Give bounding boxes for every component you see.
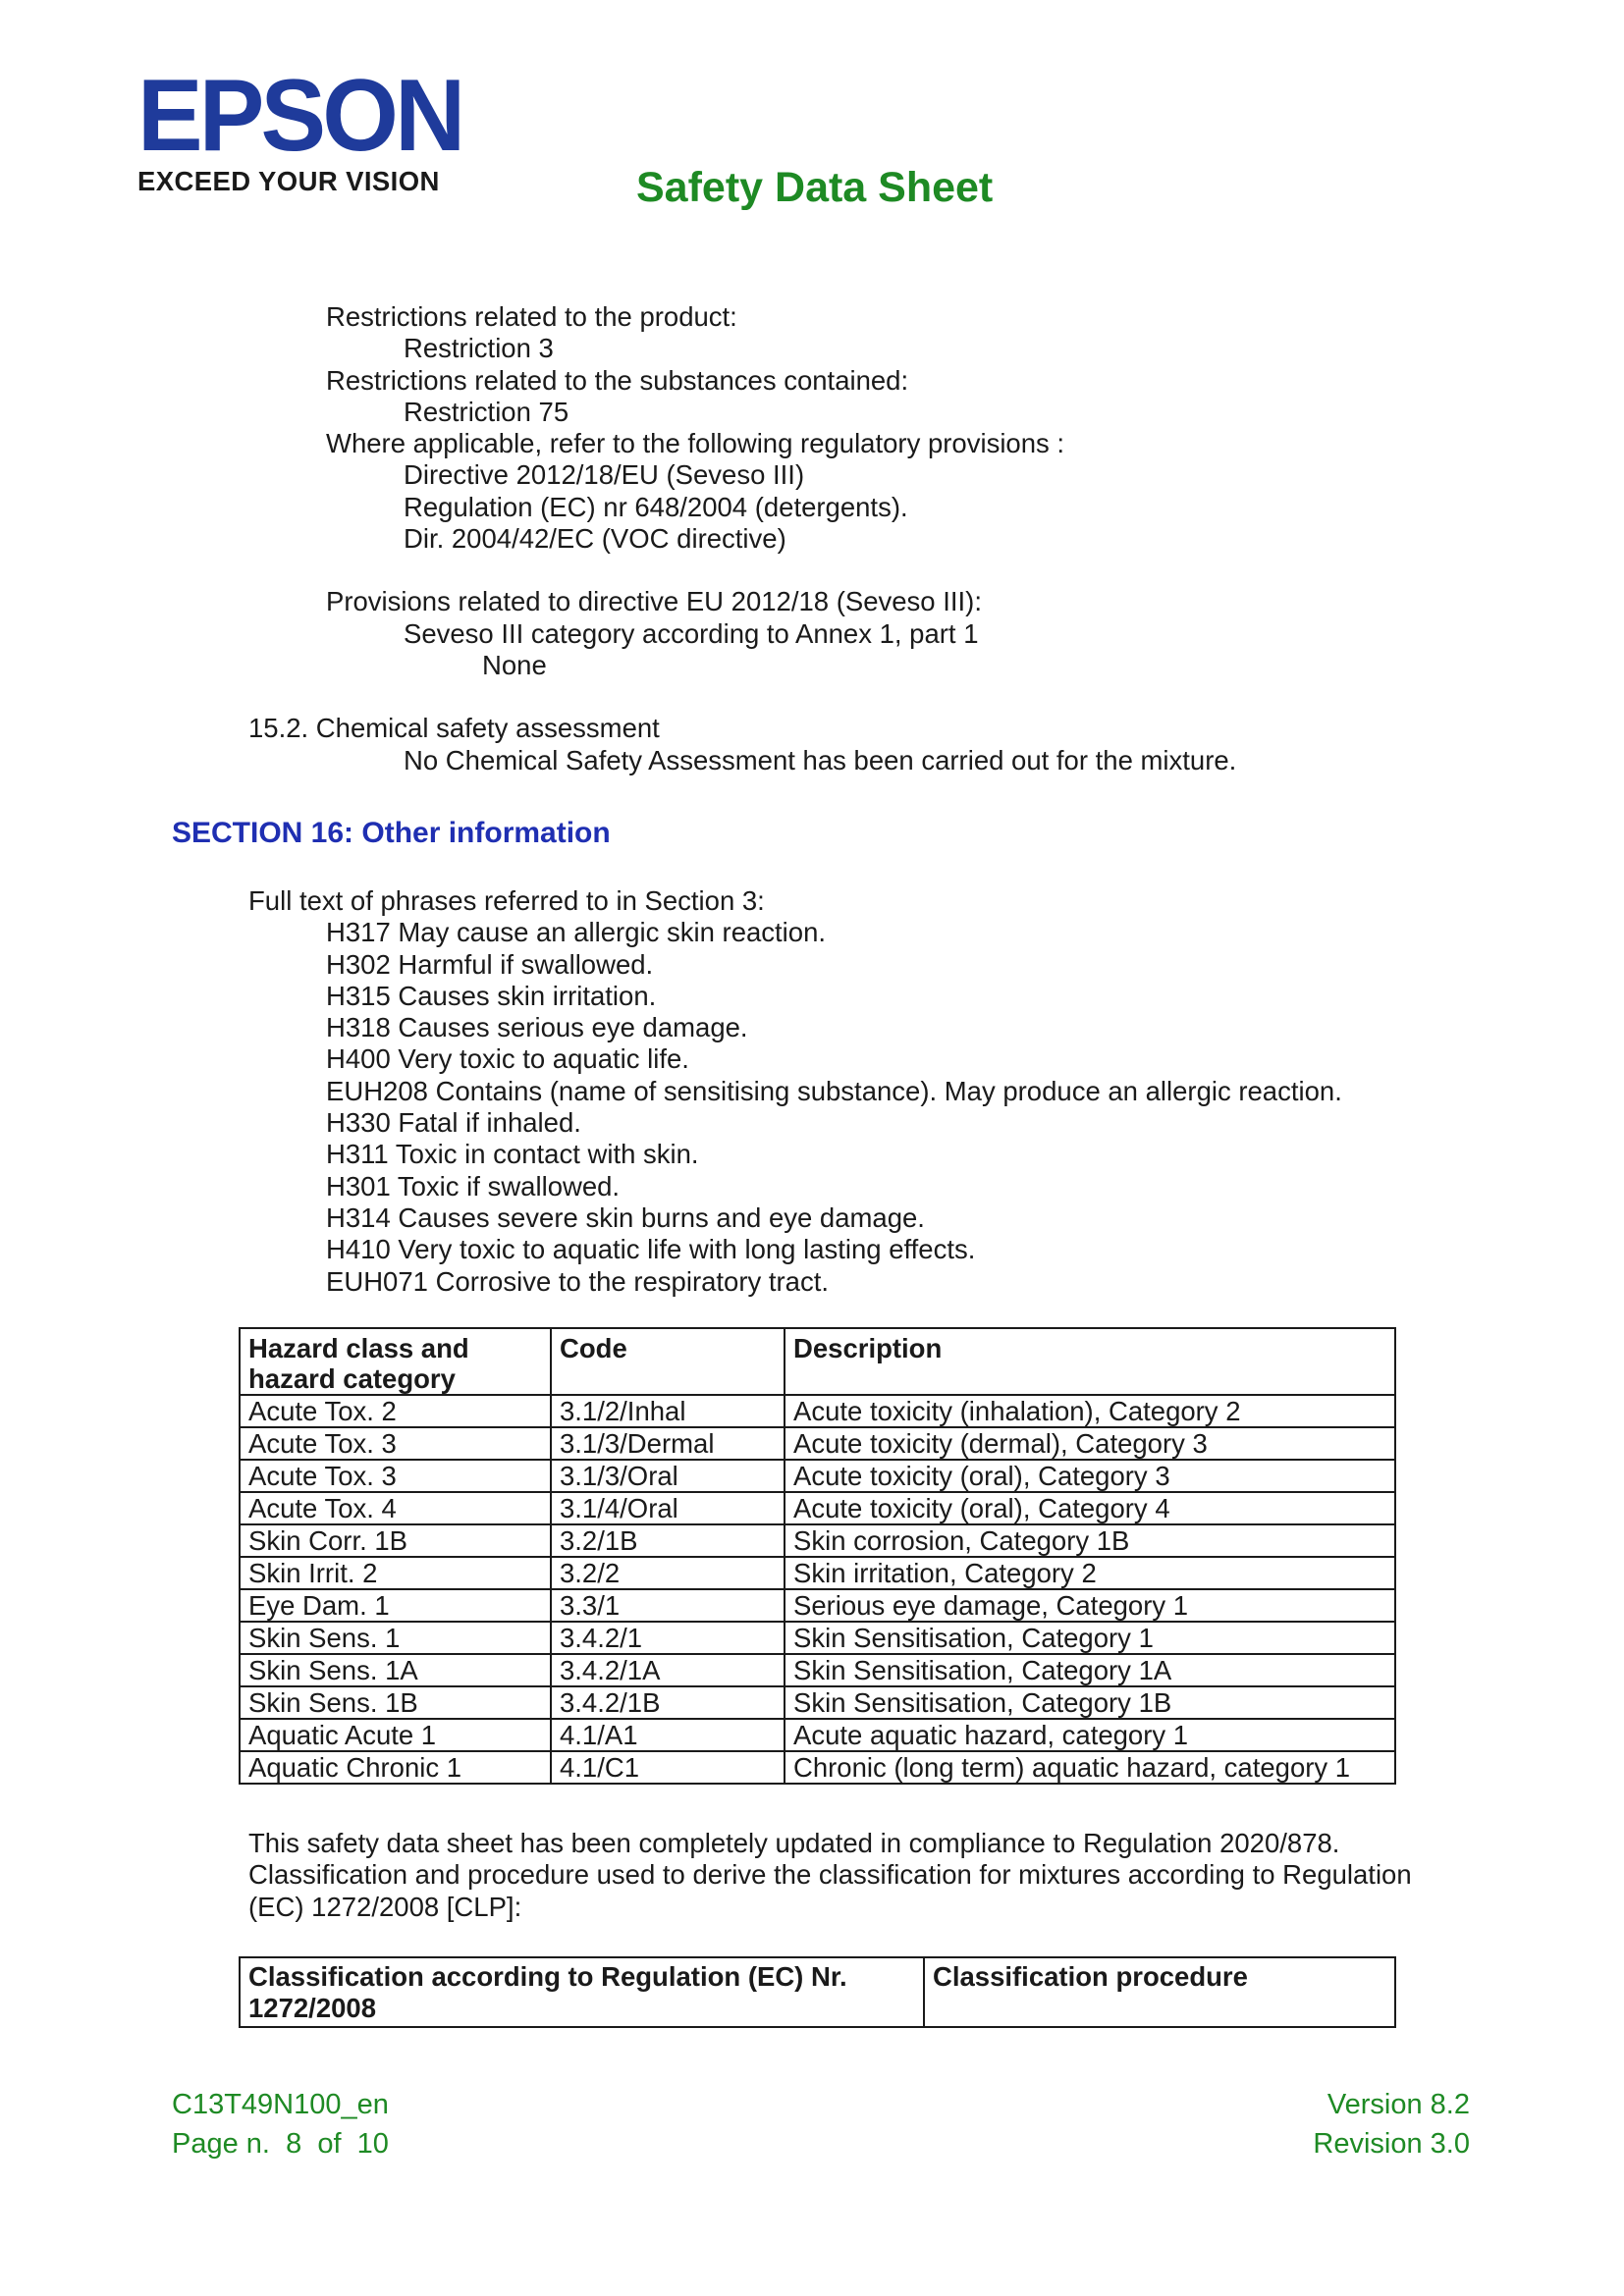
footer-right <box>1313 2085 1470 2163</box>
phrase-item: H315 Causes skin irritation. <box>326 980 657 1011</box>
phrase-item: H410 Very toxic to aquatic life with long lasting effects. <box>326 1234 976 1265</box>
hazard-class-cell: Skin Sens. 1B <box>240 1686 551 1719</box>
chemical-safety-assessment-text: No Chemical Safety Assessment has been carried out for the mixture. <box>404 744 1237 775</box>
code-cell: 3.1/3/Dermal <box>551 1427 785 1460</box>
table-row <box>240 1719 1395 1751</box>
header-description: Description <box>785 1328 1395 1395</box>
version-label: Version 8.2 <box>1326 2089 1470 2120</box>
phrase-item: H314 Causes severe skin burns and eye damage. <box>326 1201 925 1233</box>
description-cell: Skin irritation, Category 2 <box>785 1557 1395 1589</box>
document-code: C13T49N100_en <box>172 2089 389 2120</box>
page-number: Page n. 8 of 10 <box>172 2128 389 2160</box>
phrase-item: H317 May cause an allergic skin reaction. <box>326 917 827 948</box>
seveso-category-value: None <box>482 649 547 680</box>
table-row <box>240 1557 1395 1589</box>
hazard-class-cell: Acute Tox. 3 <box>240 1460 551 1492</box>
restriction-product-value: Restriction 3 <box>404 333 554 364</box>
description-cell: Acute aquatic hazard, category 1 <box>785 1719 1395 1751</box>
code-cell: 3.3/1 <box>551 1589 785 1622</box>
phrase-item: H330 Fatal if inhaled. <box>326 1107 581 1139</box>
hazard-class-cell: Acute Tox. 3 <box>240 1427 551 1460</box>
regulatory-provisions-label: Where applicable, refer to the following regulatory provisions : <box>326 428 1065 459</box>
table-row <box>240 1589 1395 1622</box>
header-code: Code <box>551 1328 785 1395</box>
description-cell: Serious eye damage, Category 1 <box>785 1589 1395 1622</box>
provision-seveso: Directive 2012/18/EU (Seveso III) <box>404 459 805 491</box>
update-line: (EC) 1272/2008 [CLP]: <box>248 1891 522 1922</box>
description-cell: Skin Sensitisation, Category 1B <box>785 1686 1395 1719</box>
update-line: This safety data sheet has been completely updated in compliance to Regulation 2020/878. <box>248 1828 1340 1858</box>
logo-tagline: EXCEED YOUR VISION <box>137 166 440 196</box>
phrase-item: H301 Toxic if swallowed. <box>326 1170 621 1201</box>
phrase-item: H400 Very toxic to aquatic life. <box>326 1043 689 1075</box>
code-cell: 3.1/4/Oral <box>551 1492 785 1524</box>
table-row <box>240 1460 1395 1492</box>
header-classification-procedure: Classification procedure <box>924 1957 1395 2027</box>
provision-voc: Dir. 2004/42/EC (VOC directive) <box>404 523 786 555</box>
phrases-intro: Full text of phrases referred to in Section 3: <box>248 885 765 916</box>
description-cell: Acute toxicity (inhalation), Category 2 <box>785 1395 1395 1427</box>
header-classification-regulation: Classification according to Regulation (EC) Nr. 1272/2008 <box>240 1957 924 2027</box>
seveso-category-label: Seveso III category according to Annex 1, part 1 <box>404 617 979 649</box>
description-cell: Skin Sensitisation, Category 1 <box>785 1622 1395 1654</box>
epson-logo <box>137 59 462 196</box>
code-cell: 4.1/C1 <box>551 1751 785 1784</box>
description-cell: Skin Sensitisation, Category 1A <box>785 1654 1395 1686</box>
hazard-phrases <box>0 885 1624 1298</box>
hazard-class-cell: Skin Sens. 1 <box>240 1622 551 1654</box>
table-row <box>240 1622 1395 1654</box>
hazard-class-cell: Skin Sens. 1A <box>240 1654 551 1686</box>
hazard-class-cell: Aquatic Chronic 1 <box>240 1751 551 1784</box>
code-cell: 3.4.2/1B <box>551 1686 785 1719</box>
table-row <box>240 1654 1395 1686</box>
description-cell: Skin corrosion, Category 1B <box>785 1524 1395 1557</box>
code-cell: 3.2/1B <box>551 1524 785 1557</box>
code-cell: 3.1/3/Oral <box>551 1460 785 1492</box>
description-cell: Acute toxicity (oral), Category 4 <box>785 1492 1395 1524</box>
regulatory-information <box>0 301 1624 776</box>
phrase-item: H302 Harmful if swallowed. <box>326 948 654 980</box>
table-header-row <box>240 1328 1395 1395</box>
table-row <box>240 1492 1395 1524</box>
description-cell: Chronic (long term) aquatic hazard, category 1 <box>785 1751 1395 1784</box>
table-row <box>240 1524 1395 1557</box>
phrase-item: EUH071 Corrosive to the respiratory tract. <box>326 1265 829 1297</box>
description-cell: Acute toxicity (dermal), Category 3 <box>785 1427 1395 1460</box>
hazard-class-cell: Acute Tox. 4 <box>240 1492 551 1524</box>
table-header-row <box>240 1957 1395 2027</box>
hazard-class-cell: Eye Dam. 1 <box>240 1589 551 1622</box>
section-16-heading: SECTION 16: Other information <box>172 817 611 849</box>
hazard-class-cell: Skin Irrit. 2 <box>240 1557 551 1589</box>
phrase-item: H318 Causes serious eye damage. <box>326 1012 748 1043</box>
revision-label: Revision 3.0 <box>1313 2128 1470 2160</box>
update-line: Classification and procedure used to derive the classification for mixtures according to Regulation <box>248 1859 1412 1891</box>
chemical-safety-assessment-heading: 15.2. Chemical safety assessment <box>248 713 660 744</box>
code-cell: 4.1/A1 <box>551 1719 785 1751</box>
hazard-class-table <box>239 1327 1396 1785</box>
code-cell: 3.1/2/Inhal <box>551 1395 785 1427</box>
description-cell: Acute toxicity (oral), Category 3 <box>785 1460 1395 1492</box>
restrictions-product-label: Restrictions related to the product: <box>326 301 737 332</box>
logo-wordmark: EPSON <box>137 59 462 173</box>
table-row <box>240 1427 1395 1460</box>
hazard-class-cell: Acute Tox. 2 <box>240 1395 551 1427</box>
table-row <box>240 1686 1395 1719</box>
header-hazard-class: Hazard class and hazard category <box>240 1328 551 1395</box>
table-row <box>240 1395 1395 1427</box>
provision-detergents: Regulation (EC) nr 648/2004 (detergents). <box>404 491 908 522</box>
table-row <box>240 1751 1395 1784</box>
phrase-item: H311 Toxic in contact with skin. <box>326 1139 699 1170</box>
update-paragraph <box>248 1828 1456 1923</box>
hazard-class-cell: Skin Corr. 1B <box>240 1524 551 1557</box>
restrictions-substances-label: Restrictions related to the substances contained: <box>326 364 909 396</box>
code-cell: 3.4.2/1 <box>551 1622 785 1654</box>
code-cell: 3.4.2/1A <box>551 1654 785 1686</box>
document-title: Safety Data Sheet <box>636 164 994 211</box>
restriction-substances-value: Restriction 75 <box>404 396 569 427</box>
hazard-class-cell: Aquatic Acute 1 <box>240 1719 551 1751</box>
phrase-item: EUH208 Contains (name of sensitising substance). May produce an allergic reaction. <box>326 1075 1342 1106</box>
footer-left <box>172 2085 389 2163</box>
seveso-provisions-label: Provisions related to directive EU 2012/18 (Seveso III): <box>326 586 982 617</box>
code-cell: 3.2/2 <box>551 1557 785 1589</box>
classification-table <box>239 1956 1396 2028</box>
